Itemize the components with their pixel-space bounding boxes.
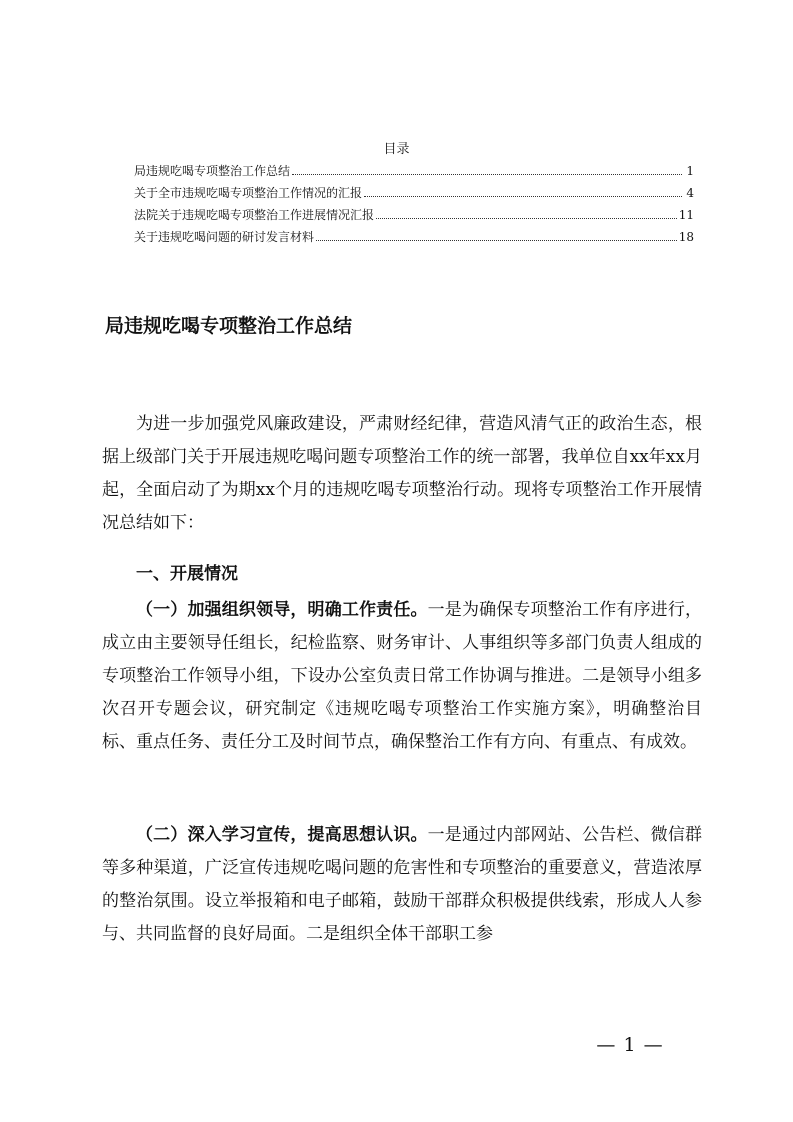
table-of-contents bbox=[134, 160, 694, 248]
intro-paragraph: 为进一步加强党风廉政建设，严肃财经纪律，营造风清气正的政治生态，根据上级部门关于开展违规吃喝问题专项整治工作的统一部署，我单位自xx年xx月起，全面启动了为期xx个月的违规吃喝专项整治行动。现将专项整治工作开展情况总结如下： bbox=[102, 414, 702, 533]
item-lead: （一）加强组织领导，明确工作责任。 bbox=[136, 600, 428, 620]
document-item bbox=[102, 819, 702, 951]
toc-entry-page: 18 bbox=[678, 230, 694, 244]
toc-entry-title: 法院关于违规吃喝专项整治工作进展情况汇报 bbox=[134, 208, 375, 222]
toc-entry[interactable] bbox=[134, 204, 694, 226]
toc-dot-leader bbox=[292, 174, 682, 175]
document-body bbox=[102, 408, 702, 540]
toc-dot-leader bbox=[364, 196, 682, 197]
toc-entry-title: 局违规吃喝专项整治工作总结 bbox=[134, 164, 291, 178]
toc-dot-leader bbox=[376, 218, 677, 219]
item-text: 一是为确保专项整治工作有序进行，成立由主要领导任组长，纪检监察、财务审计、人事组织等多部门负责人组成的专项整治工作领导小组，下设办公室负责日常工作协调与推进。二是领导小组多次召开专题会议，研究制定《违规吃喝专项整治工作实施方案》，明确整治目标、重点任务、责任分工及时间节点，确保整治工作有方向、有重点、有成效。 bbox=[102, 600, 702, 752]
toc-entry-page: 4 bbox=[686, 186, 694, 200]
toc-entry[interactable] bbox=[134, 226, 694, 248]
toc-entry[interactable] bbox=[134, 182, 694, 204]
document-section bbox=[102, 558, 702, 591]
toc-title: 目录 bbox=[383, 142, 410, 157]
page-number: — 1 — bbox=[596, 1034, 664, 1056]
item-paragraph bbox=[102, 819, 702, 951]
toc-entry-page: 1 bbox=[686, 164, 694, 178]
toc-entry-title: 关于全市违规吃喝专项整治工作情况的汇报 bbox=[134, 186, 363, 200]
item-lead: （二）深入学习宣传，提高思想认识。 bbox=[136, 825, 428, 845]
toc-entry-title: 关于违规吃喝问题的研讨发言材料 bbox=[134, 230, 315, 244]
toc-entry[interactable] bbox=[134, 160, 694, 182]
section-heading: 一、开展情况 bbox=[136, 564, 238, 584]
toc-entry-page: 11 bbox=[678, 208, 694, 222]
item-text: 一是通过内部网站、公告栏、微信群等多种渠道，广泛宣传违规吃喝问题的危害性和专项整治的重要意义，营造浓厚的整治氛围。设立举报箱和电子邮箱，鼓励干部群众积极提供线索，形成人人参与、共同监督的良好局面。二是组织全体干部职工参 bbox=[102, 825, 702, 944]
document-title: 局违规吃喝专项整治工作总结 bbox=[105, 315, 353, 337]
item-paragraph bbox=[102, 594, 702, 759]
toc-dot-leader bbox=[316, 240, 677, 241]
document-item bbox=[102, 594, 702, 759]
